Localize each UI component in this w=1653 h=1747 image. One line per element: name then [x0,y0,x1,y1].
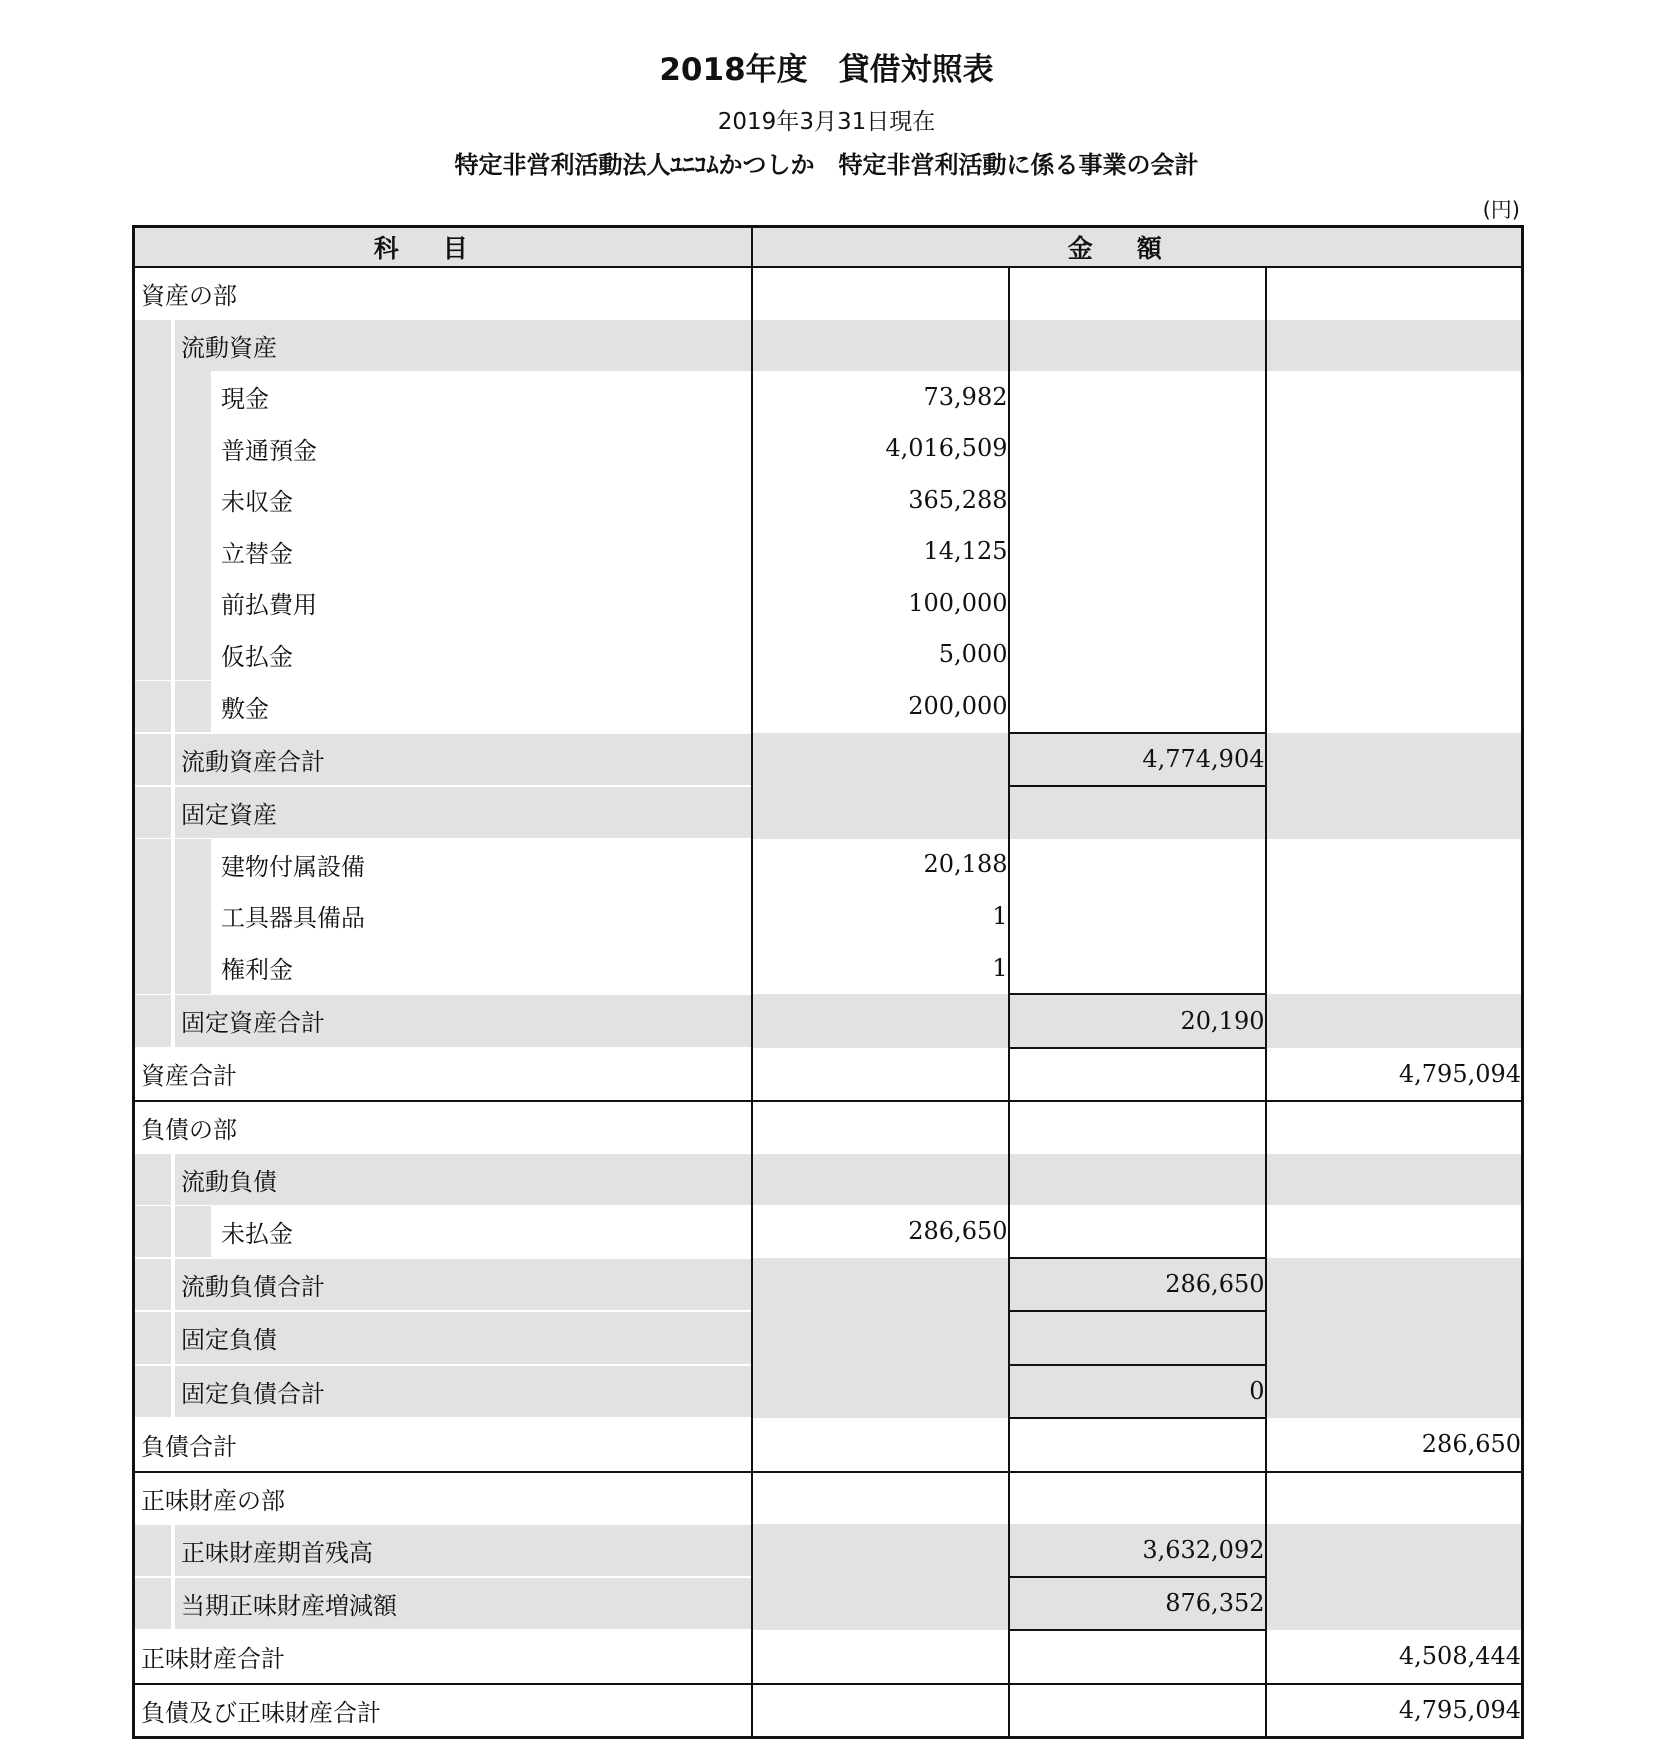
amount-c2-cell: 0 [1009,1365,1266,1419]
indent-gutter [175,423,211,475]
amount-c2-cell: 4,774,904 [1009,733,1266,787]
account-label: 普通預金 [221,436,317,465]
amount-c1-cell: 1 [752,942,1009,995]
amount-c3-cell [1266,371,1523,423]
amount-c1-cell: 14,125 [752,526,1009,578]
amount-c1-cell: 20,188 [752,839,1009,891]
table-row [134,474,1523,526]
amount-c3-cell [1266,320,1523,372]
indent-gutter [135,1259,171,1311]
account-name-cell [134,839,752,891]
amount-c3-cell [1266,474,1523,526]
indent-gutter [175,371,211,423]
indent-gutter [135,839,171,891]
amount-c1-cell [752,994,1009,1048]
indent-gutter [175,526,211,578]
indent-gutter [135,1366,171,1418]
account-name-cell [134,942,752,995]
as-of-date: 2019年3月31日現在 [717,109,936,135]
account-name-cell [134,1048,752,1102]
account-label: 固定負債合計 [175,1366,751,1418]
indent-gutter [135,734,171,786]
account-name-cell [134,1472,752,1525]
amount-c2-cell [1009,1205,1266,1258]
account-label: 正味財産合計 [141,1644,285,1673]
amount-c3-cell [1266,423,1523,475]
indent-gutter [135,1578,171,1630]
amount-c2-cell [1009,1684,1266,1738]
amount-c1-cell [752,1577,1009,1631]
amount-c1-cell: 100,000 [752,577,1009,629]
amount-c2-cell [1009,786,1266,839]
indent-gutter [175,890,211,942]
account-name-cell [134,1311,752,1365]
account-label: 権利金 [221,956,293,985]
table-row [134,1048,1523,1102]
amount-c2-cell [1009,1048,1266,1102]
indent-gutter [135,1312,171,1364]
amount-c3-cell [1266,942,1523,995]
table-row [134,1630,1523,1684]
amount-c3-cell: 4,508,444 [1266,1630,1523,1684]
amount-c3-cell [1266,890,1523,942]
account-name-cell [134,423,752,475]
organization-name: 特定非営利活動法人ﾕﾆｺﾑかつしか 特定非営利活動に係る事業の会計 [454,151,1199,179]
amount-c2-cell: 20,190 [1009,994,1266,1048]
indent-gutter [135,1154,171,1206]
amount-c2-cell [1009,1418,1266,1472]
amount-c2-cell: 876,352 [1009,1577,1266,1631]
amount-c2-cell [1009,890,1266,942]
indent-gutter [175,474,211,526]
amount-c3-cell [1266,839,1523,891]
account-name-cell [134,1205,752,1258]
account-name-cell [134,526,752,578]
account-label: 流動資産 [175,320,751,372]
amount-c3-cell [1266,1365,1523,1419]
account-label: 流動負債合計 [175,1259,751,1311]
account-label: 建物付属設備 [221,852,365,881]
amount-c2-cell [1009,474,1266,526]
indent-gutter [175,577,211,629]
table-row [134,1577,1523,1631]
amount-c3-cell [1266,733,1523,787]
indent-gutter [135,577,171,629]
account-label: 工具器具備品 [221,904,365,933]
table-row [134,1684,1523,1738]
indent-gutter [135,320,171,372]
amount-c3-cell [1266,1524,1523,1577]
table-row [134,1258,1523,1312]
account-name-cell [134,786,752,839]
indent-gutter [135,1206,171,1258]
amount-c3-cell [1266,1311,1523,1365]
table-row [134,994,1523,1048]
balance-sheet-body [134,267,1523,1738]
account-name-cell [134,1684,752,1738]
indent-gutter [175,629,211,681]
indent-gutter [135,1525,171,1577]
account-label: 正味財産の部 [141,1486,285,1515]
account-header: 科目 [134,227,752,268]
amount-c1-cell [752,1048,1009,1102]
indent-gutter [175,681,211,733]
account-name-cell [134,890,752,942]
account-name-cell [134,1365,752,1419]
amount-c1-cell [752,786,1009,839]
amount-c3-cell [1266,1577,1523,1631]
account-label: 未払金 [221,1219,293,1248]
table-row [134,839,1523,891]
indent-gutter [175,1206,211,1258]
account-label: 負債及び正味財産合計 [141,1698,381,1727]
account-label: 仮払金 [221,642,293,671]
account-name-cell [134,1577,752,1631]
amount-c2-cell [1009,1101,1266,1154]
amount-c1-cell: 1 [752,890,1009,942]
amount-c1-cell: 4,016,509 [752,423,1009,475]
amount-c1-cell [752,320,1009,372]
table-row [134,320,1523,372]
amount-header: 金額 [752,227,1523,268]
account-label: 当期正味財産増減額 [175,1578,751,1630]
amount-c1-cell [752,1472,1009,1525]
indent-gutter [135,371,171,423]
table-row [134,1418,1523,1472]
amount-c3-cell [1266,629,1523,681]
amount-c3-cell [1266,680,1523,733]
account-name-cell [134,1101,752,1154]
account-label: 固定負債 [175,1312,751,1364]
table-row [134,267,1523,320]
table-row [134,680,1523,733]
indent-gutter [135,995,171,1047]
indent-gutter [135,474,171,526]
table-row [134,577,1523,629]
amount-c2-cell [1009,1154,1266,1206]
table-row [134,1365,1523,1419]
amount-c3-cell [1266,1205,1523,1258]
amount-c2-cell [1009,839,1266,891]
table-row [134,1311,1523,1365]
table-row [134,526,1523,578]
account-name-cell [134,1630,752,1684]
amount-c3-cell [1266,267,1523,320]
table-row [134,1472,1523,1525]
account-name-cell [134,267,752,320]
account-name-cell [134,629,752,681]
amount-c1-cell [752,1684,1009,1738]
amount-c1-cell [752,1365,1009,1419]
amount-c1-cell: 5,000 [752,629,1009,681]
amount-c3-cell [1266,1101,1523,1154]
indent-gutter [135,629,171,681]
account-label: 前払費用 [221,591,317,620]
indent-gutter [135,526,171,578]
table-row [134,1205,1523,1258]
amount-c2-cell [1009,680,1266,733]
table-row [134,423,1523,475]
amount-c2-cell [1009,1472,1266,1525]
indent-gutter [175,942,211,994]
account-name-cell [134,1258,752,1312]
amount-c3-cell: 286,650 [1266,1418,1523,1472]
amount-c2-cell [1009,942,1266,995]
amount-c1-cell [752,1418,1009,1472]
account-label: 負債合計 [141,1432,237,1461]
amount-c2-cell [1009,1311,1266,1365]
table-row [134,1101,1523,1154]
account-label: 正味財産期首残高 [175,1525,751,1577]
account-label: 敷金 [221,694,269,723]
account-name-cell [134,577,752,629]
amount-c1-cell: 365,288 [752,474,1009,526]
amount-c3-cell [1266,1472,1523,1525]
indent-gutter [175,839,211,891]
amount-c2-cell [1009,629,1266,681]
table-row [134,371,1523,423]
amount-c1-cell [752,1311,1009,1365]
account-label: 流動資産合計 [175,734,751,786]
amount-c1-cell [752,1101,1009,1154]
account-name-cell [134,320,752,372]
table-row [134,1524,1523,1577]
currency-unit: (円) [1482,198,1520,222]
table-row [134,786,1523,839]
indent-gutter [135,942,171,994]
account-name-cell [134,1154,752,1206]
amount-c3-cell [1266,1154,1523,1206]
indent-gutter [135,787,171,839]
amount-c3-cell [1266,526,1523,578]
amount-c3-cell [1266,786,1523,839]
amount-c2-cell [1009,526,1266,578]
amount-c2-cell [1009,320,1266,372]
table-row [134,1154,1523,1206]
account-name-cell [134,994,752,1048]
account-label: 未収金 [221,488,293,517]
amount-c1-cell [752,1630,1009,1684]
table-row [134,890,1523,942]
amount-c2-cell [1009,1630,1266,1684]
account-label: 固定資産合計 [175,995,751,1047]
account-label: 固定資産 [175,787,751,839]
amount-c3-cell [1266,577,1523,629]
account-name-cell [134,680,752,733]
amount-c2-cell: 3,632,092 [1009,1524,1266,1577]
account-label: 資産合計 [141,1062,237,1091]
amount-c3-cell [1266,1258,1523,1312]
account-name-cell [134,1524,752,1577]
account-label: 資産の部 [141,282,237,311]
indent-gutter [135,423,171,475]
balance-sheet-table [132,225,1524,1739]
page-title: 2018年度 貸借対照表 [659,52,994,88]
account-name-cell [134,1418,752,1472]
account-name-cell [134,474,752,526]
amount-c1-cell [752,1524,1009,1577]
table-row [134,629,1523,681]
amount-c3-cell: 4,795,094 [1266,1048,1523,1102]
table-row [134,942,1523,995]
amount-c1-cell [752,267,1009,320]
amount-c1-cell [752,733,1009,787]
amount-c2-cell [1009,423,1266,475]
account-label: 現金 [221,385,269,414]
amount-c1-cell [752,1154,1009,1206]
account-label: 立替金 [221,539,293,568]
amount-c3-cell: 4,795,094 [1398,1696,1522,1725]
indent-gutter [135,681,171,733]
amount-c2-cell: 286,650 [1009,1258,1266,1312]
amount-c1-cell [752,1258,1009,1312]
account-label: 流動負債 [175,1154,751,1206]
amount-c1-cell: 73,982 [752,371,1009,423]
indent-gutter [135,890,171,942]
amount-c1-cell: 200,000 [752,680,1009,733]
table-row [134,733,1523,787]
amount-c1-cell: 286,650 [752,1205,1009,1258]
account-label: 負債の部 [141,1116,237,1145]
account-name-cell [134,733,752,787]
amount-c2-cell [1009,371,1266,423]
amount-c3-cell [1266,994,1523,1048]
amount-c2-cell [1009,577,1266,629]
amount-c2-cell [1009,267,1266,320]
account-name-cell [134,371,752,423]
